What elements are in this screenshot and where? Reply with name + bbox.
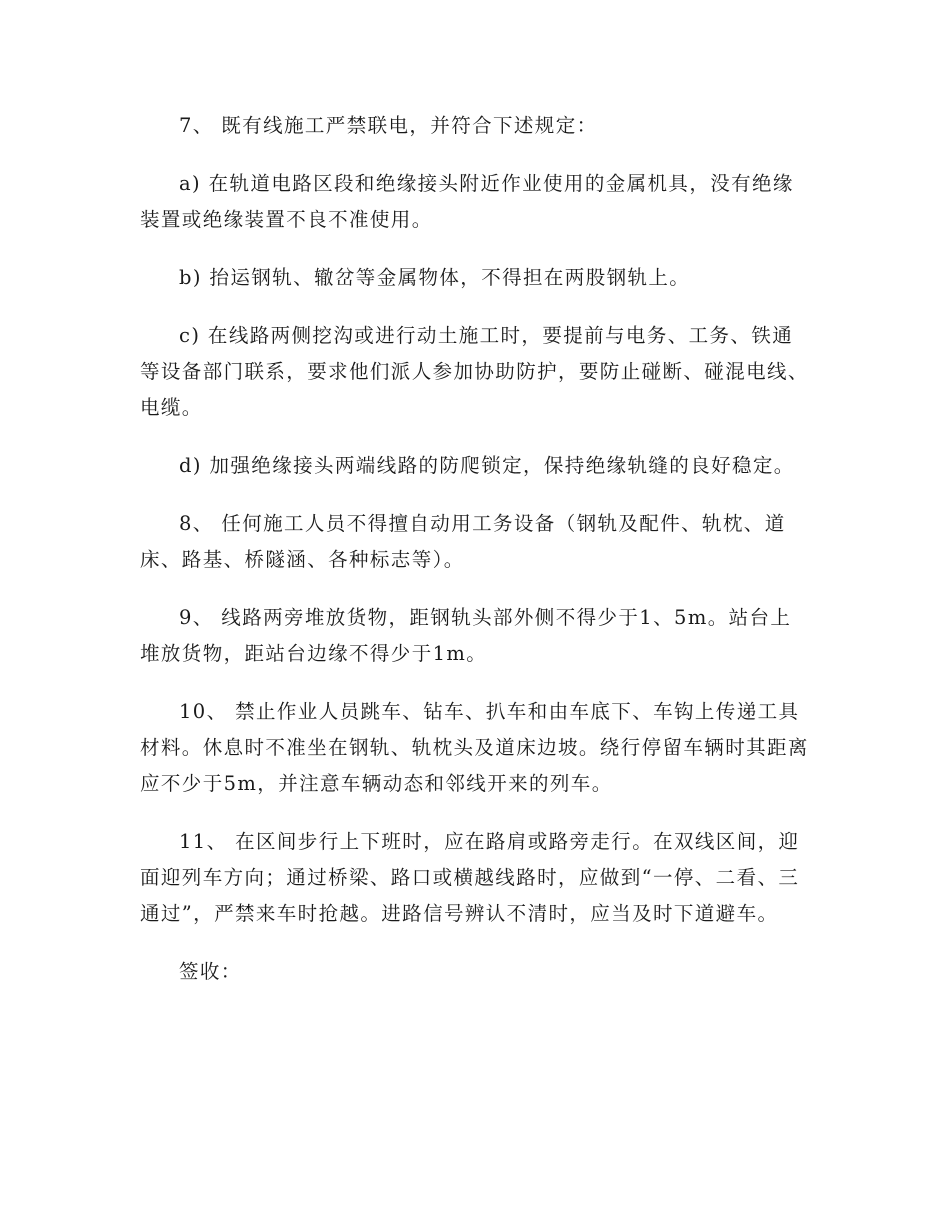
document-body [140,108,812,1012]
paragraph-7: 7、 既有线施工严禁联电，并符合下述规定： [179,114,598,137]
paragraph-7c: c) 在线路两侧挖沟或进行动土施工时，要提前与电务、工务、铁通等设备部门联系，要求他们派人参加协助防护，要防止碰断、碰混电线、电缆。 [140,324,809,419]
paragraph-10: 10、 禁止作业人员跳车、钻车、扒车和由车底下、车钩上传递工具材料。休息时不准坐在钢轨、轨枕头及道床边坡。绕行停留车辆时其距离应不少于5m，并注意车辆动态和邻线开来的列车。 [140,700,809,795]
paragraph-9: 9、 线路两旁堆放货物，距钢轨头部外侧不得少于1、5m。站台上堆放货物，距站台边缘不得少于1m。 [140,606,792,665]
paragraph-11: 11、 在区间步行上下班时，应在路肩或路旁走行。在双线区间，迎面迎列车方向；通过桥梁、路口或横越线路时，应做到“一停、二看、三通过”，严禁来车时抢越。进路信号辨认不清时，应当及时下道避车。 [140,830,800,925]
paragraph-7a: a) 在轨道电路区段和绝缘接头附近作业使用的金属机具，没有绝缘装置或绝缘装置不良不准使用。 [140,172,794,231]
paragraph-8: 8、 任何施工人员不得擅自动用工务设备（钢轨及配件、轨枕、道床、路基、桥隧涵、各种标志等）。 [140,512,786,571]
signature-label: 签收： [179,960,242,983]
paragraph-7d: d) 加强绝缘接头两端线路的防爬锁定，保持绝缘轨缝的良好稳定。 [179,454,795,477]
paragraph-7b: b) 抬运钢轨、辙岔等金属物体，不得担在两股钢轨上。 [179,266,691,289]
